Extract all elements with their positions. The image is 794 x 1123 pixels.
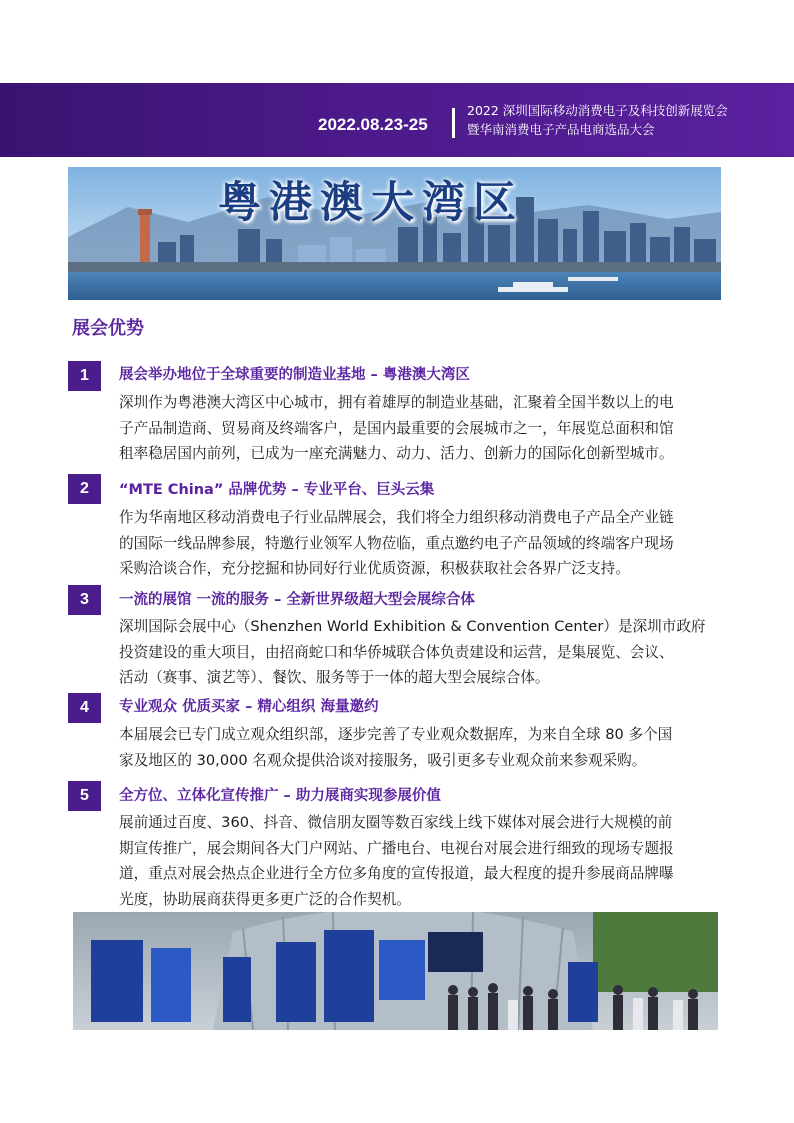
item-heading-1: 展会举办地位于全球重要的制造业基地 – 粤港澳大湾区 (119, 367, 470, 383)
item-body-1: 深圳作为粤港澳大湾区中心城市，拥有着雄厚的制造业基础，汇聚着全国半数以上的电 子产品制造商、贸易商及终端客户，是国内最重要的会展城市之一，年展览总面积和馆 租率稳居国内前列，已成为一座充满魅力、动力、活力、创新力的国际化创新型城市。 (119, 394, 674, 462)
item-heading-2: “MTE China” 品牌优势 – 专业平台、巨头云集 (119, 482, 435, 498)
item-heading-4: 专业观众 优质买家 – 精心组织 海量邀约 (119, 699, 379, 715)
item-body-2: 作为华南地区移动消费电子行业品牌展会，我们将全力组织移动消费电子产品全产业链 的国际一线品牌参展，特邀行业领军人物莅临，重点邀约电子产品领域的终端客户现场 采购洽谈合作，充分挖掘和协同好行业优质资源，积极获取社会各界广泛支持。 (119, 509, 674, 577)
item-number-3: 3 (68, 585, 101, 615)
header-divider (452, 108, 455, 138)
item-number-5: 5 (68, 781, 101, 811)
event-name-line-2: 暨华南消费电子产品电商选品大会 (467, 122, 655, 137)
item-body-5: 展前通过百度、360、抖音、微信朋友圈等数百家线上线下媒体对展会进行大规模的前 期宣传推广，展会期间各大门户网站、广播电台、电视台对展会进行细致的现场专题报 道，重点对展会热点企业进行全方位多角度的宣传报道，最大程度的提升参展商品牌曝 光度，协助展商获得更多更广泛的合作契机。 (119, 814, 674, 908)
item-body-3: 深圳国际会展中心（Shenzhen World Exhibition & Convention Center）是深圳市政府 投资建设的重大项目，由招商蛇口和华侨城联合体负责建设和运营，是集展览、会议、 活动（赛事、演艺等）、餐饮、服务等于一体的超大型会展综合体。 (119, 618, 706, 686)
item-heading-5: 全方位、立体化宣传推广 – 助力展商实现参展价值 (119, 788, 441, 804)
exhibition-photo (73, 912, 718, 1030)
item-number-1: 1 (68, 361, 101, 391)
event-date: 2022.08.23-25 (318, 115, 428, 134)
item-heading-3: 一流的展馆 一流的服务 – 全新世界级超大型会展综合体 (119, 592, 475, 608)
exhibition-scene-image (73, 912, 718, 1030)
item-body-4: 本届展会已专门成立观众组织部，逐步完善了专业观众数据库，为来自全球 80 多个国 家及地区的 30,000 名观众提供洽谈对接服务，吸引更多专业观众前来参观采购。 (119, 726, 673, 769)
event-name (467, 101, 767, 139)
item-number-2: 2 (68, 474, 101, 504)
item-number-4: 4 (68, 693, 101, 723)
event-name-line-1: 2022 深圳国际移动消费电子及科技创新展览会 (467, 103, 728, 118)
greater-bay-area-banner (68, 167, 721, 300)
section-title: 展会优势 (72, 318, 144, 339)
banner-title: 粤港澳大湾区 (218, 178, 524, 228)
